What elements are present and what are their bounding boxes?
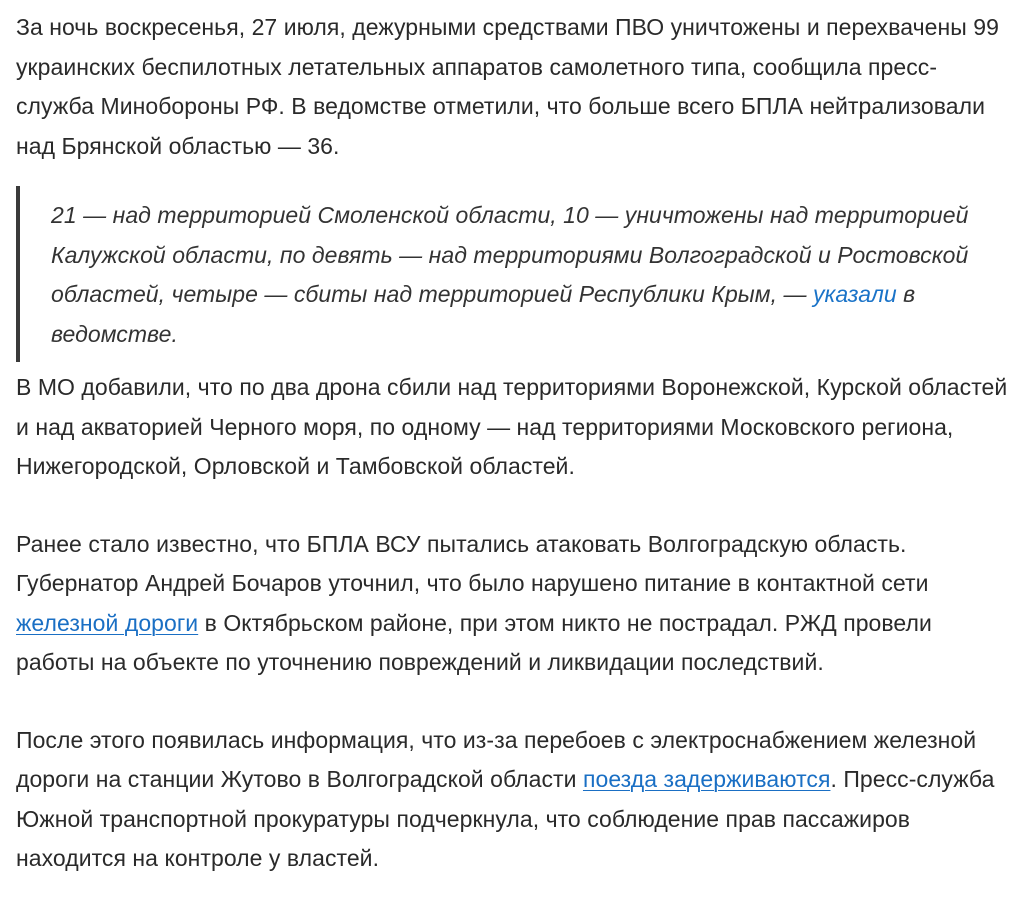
- quote-block: [16, 186, 1012, 362]
- quote-text: [51, 196, 1012, 354]
- paragraph-trains: [16, 721, 1012, 879]
- paragraph-volgograd: [16, 525, 1012, 683]
- quote-text-before: 21 — над территорией Смоленской области, 10 — уничтожены над территорией Калужской области, по девять — над территориями Волгоградской и Ростовской областей, четыре — сбиты над территорией Республики Крым, —: [51, 202, 969, 307]
- quote-text-after: в ведомстве.: [51, 281, 916, 347]
- paragraph-intro: За ночь воскресенья, 27 июля, дежурными средствами ПВО уничтожены и перехвачены 99 украинских беспилотных летательных аппаратов самолетного типа, сообщила пресс-служба Минобороны РФ. В ведомстве отметили, что больше всего БПЛА нейтрализовали над Брянской областью — 36.: [16, 14, 999, 159]
- paragraph-volgograd-after: в Октябрьском районе, при этом никто не пострадал. РЖД провели работы на объекте по уточнению повреждений и ликвидации последствий.: [16, 609, 932, 675]
- paragraph-drones: В МО добавили, что по два дрона сбили над территориями Воронежской, Курской областей и над акваторией Черного моря, по одному — над территориями Московского региона, Нижегородской, Орловской и Тамбовской областей.: [16, 374, 1008, 479]
- railway-link[interactable]: железной дороги: [16, 609, 199, 636]
- paragraph-trains-before: После этого появилась информация, что из-за перебоев с электроснабжением железной дороги на станции Жутово в Волгоградской области: [16, 726, 977, 792]
- quote-source-link[interactable]: указали: [812, 281, 897, 307]
- paragraph-trains-after: . Пресс-служба Южной транспортной прокуратуры подчеркнула, что соблюдение прав пассажиров находится на контроле у властей.: [16, 766, 995, 871]
- paragraph-volgograd-before: Ранее стало известно, что БПЛА ВСУ пытались атаковать Волгоградскую область. Губернатор Андрей Бочаров уточнил, что было нарушено питание в контактной сети: [16, 530, 929, 596]
- trains-delayed-link[interactable]: поезда задерживаются: [582, 766, 831, 792]
